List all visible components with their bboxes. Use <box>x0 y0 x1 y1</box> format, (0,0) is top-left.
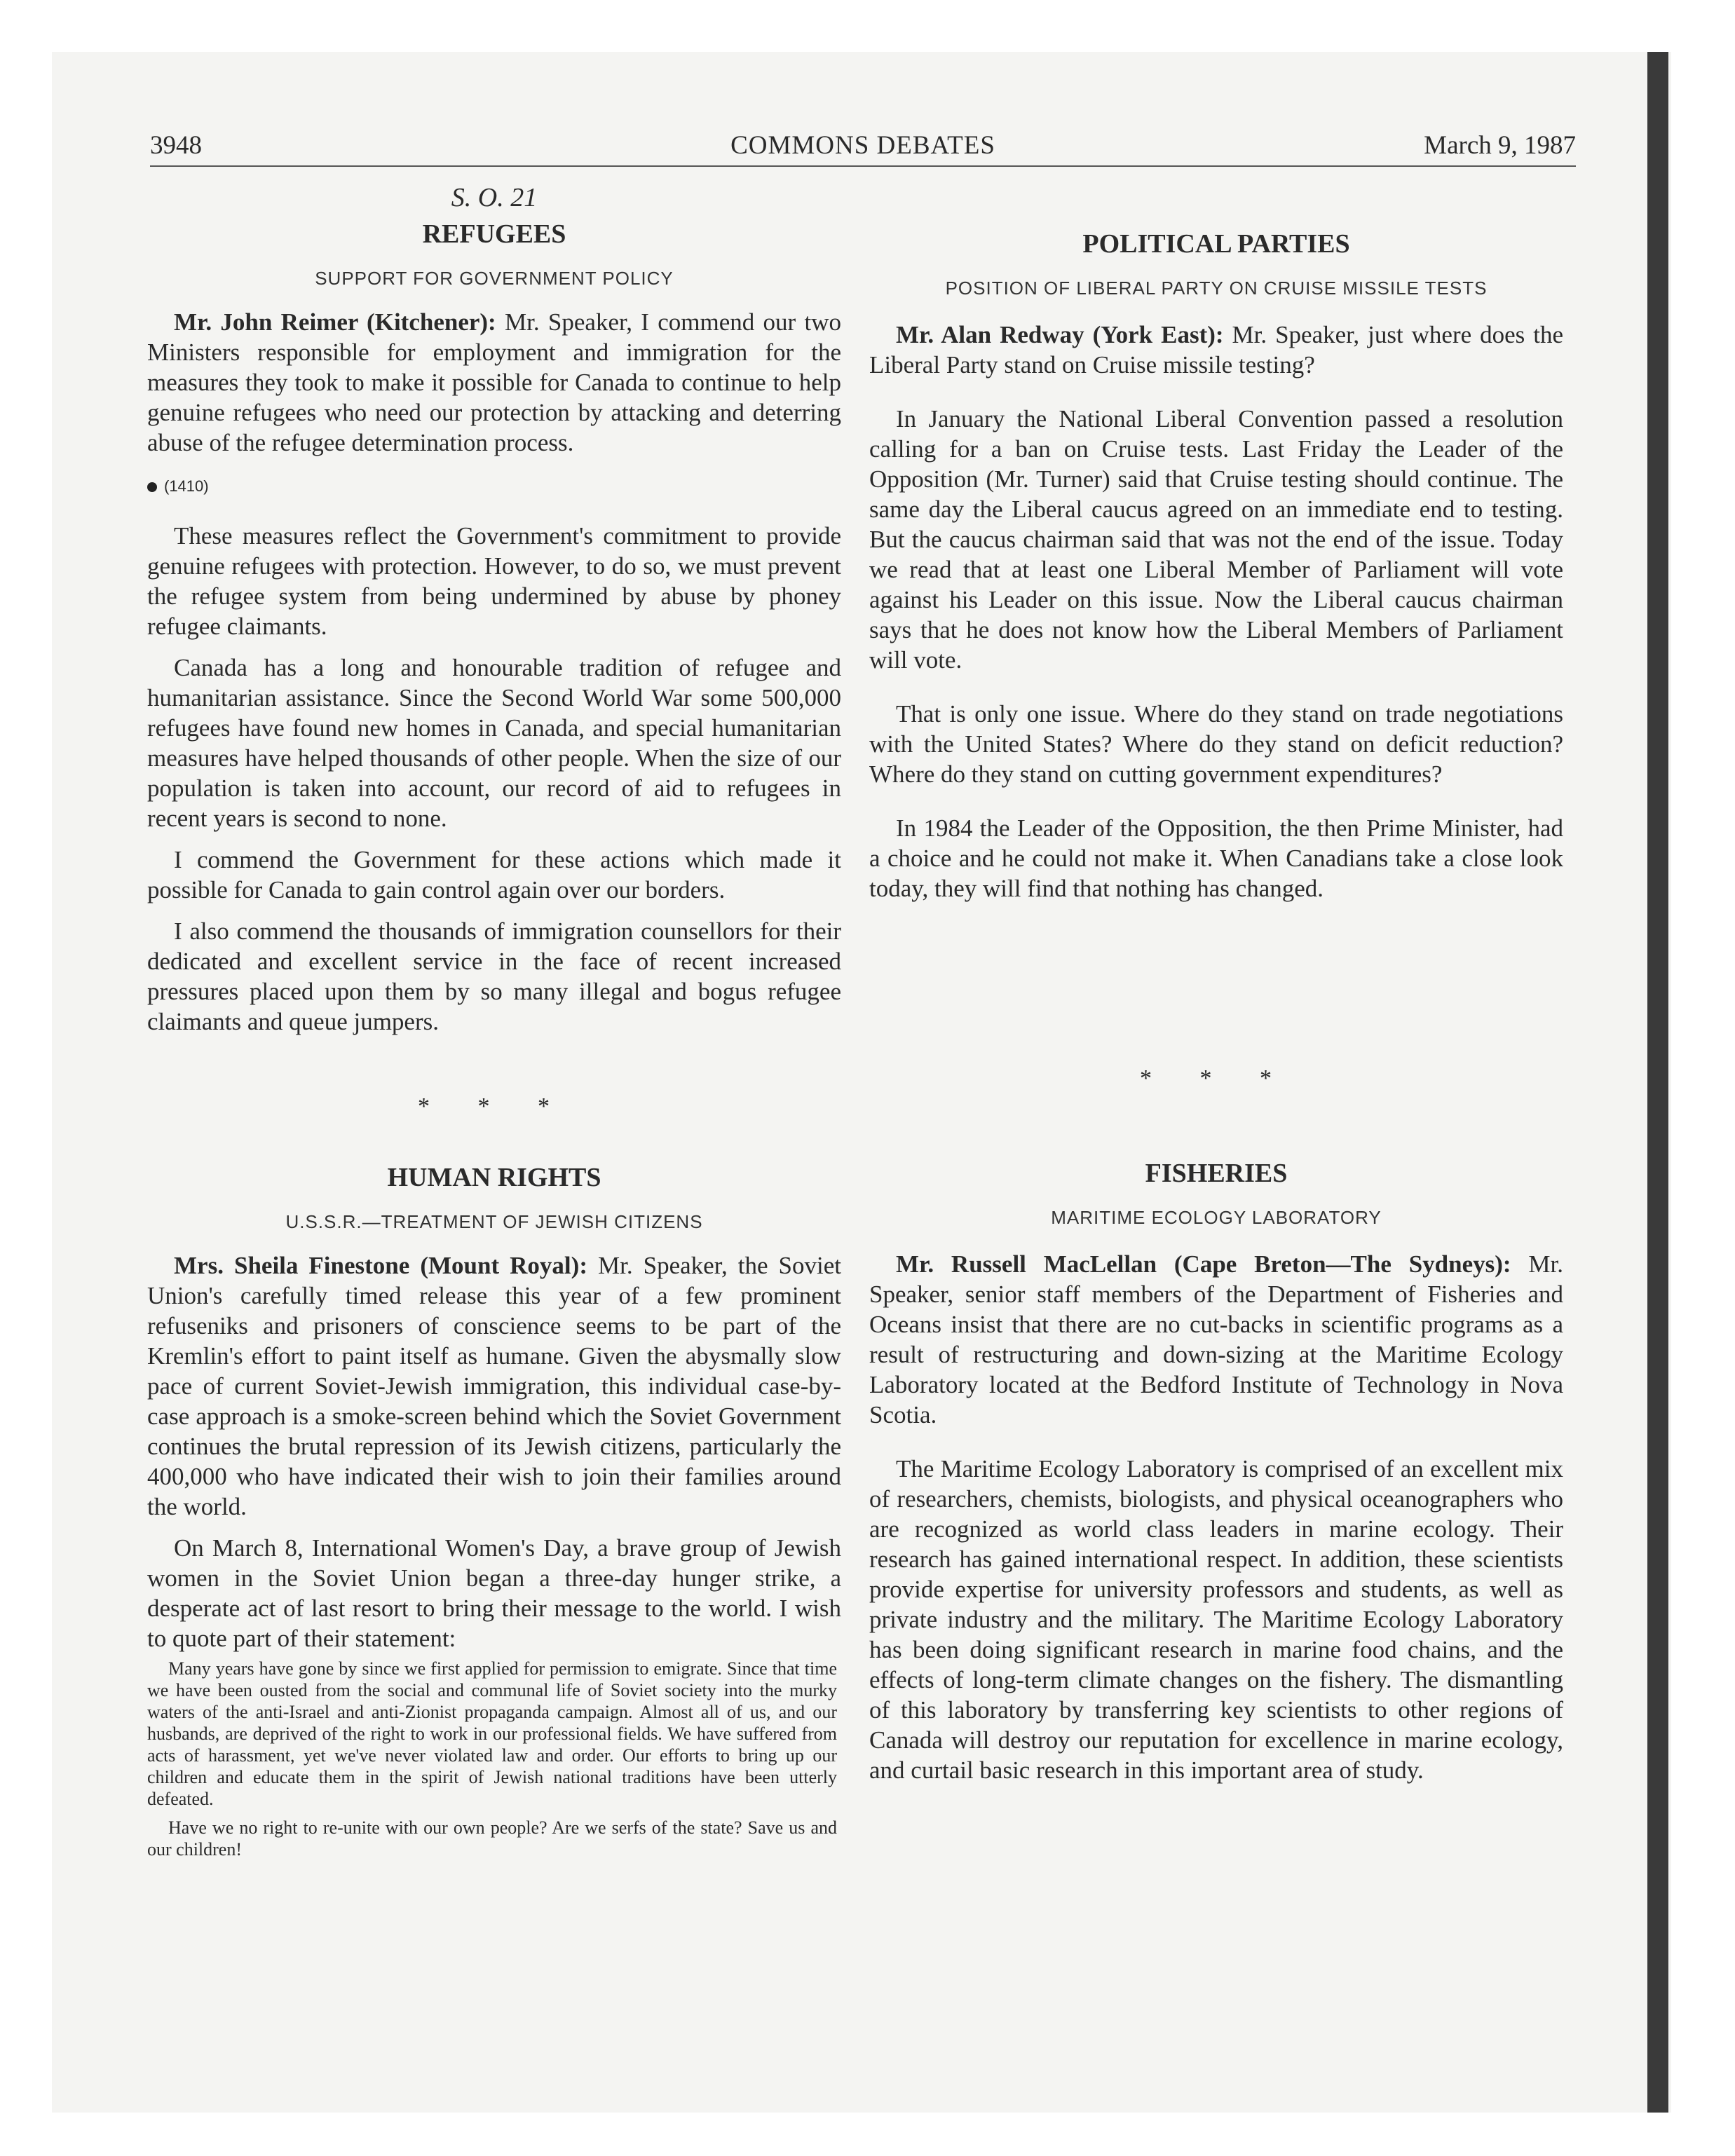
section-subheading: POSITION OF LIBERAL PARTY ON CRUISE MISSILE TESTS <box>945 278 1488 299</box>
speaker-name: Mr. Alan Redway (York East): <box>896 321 1224 348</box>
bullet-icon <box>147 482 157 492</box>
publication-title: COMMONS DEBATES <box>730 131 995 160</box>
time-marker: (1410) <box>147 476 841 497</box>
paragraph: In 1984 the Leader of the Opposition, the then Prime Minister, had a choice and he could not make it. When Canadians take a close look today, they will find that nothing has changed. <box>869 814 1563 902</box>
paragraph: Mr. Alan Redway (York East): Mr. Speaker, just where does the Liberal Party stand on Cruise missile testing? <box>869 321 1563 378</box>
paragraph: The Maritime Ecology Laboratory is comprised of an excellent mix of researchers, chemists, biologists, and physical oceanographers who are recognized as world class leaders in marine ecology. Their research has gained international respect. In addition, these scientists provide expertise for university professors and students, as well as private industry and the military. The Maritime Ecology Laboratory has been doing significant research in marine food chains, and the effects of long-term climate changes on the fishery. The dismantling of this laboratory by transferring key scientists to other regions of Canada will destroy our reputation for excellence in marine ecology, and curtail basic research in this important area of study. <box>869 1455 1563 1784</box>
section-political-parties <box>869 224 1563 903</box>
paragraph: Mr. John Reimer (Kitchener): Mr. Speaker, I commend our two Ministers responsible for employment and immigration for the measures they took to make it possible for Canada to continue to help genuine refugees who need our protection by attacking and deterring abuse of the refugee determination process. <box>147 308 842 456</box>
paragraph: These measures reflect the Government's commitment to provide genuine refugees with protection. However, to do so, we must prevent the refugee system from being undermined by abuse by phoney refugee claimants. <box>147 522 841 640</box>
paragraph: In January the National Liberal Convention passed a resolution calling for a ban on Cruise tests. Last Friday the Leader of the Opposition (Mr. Turner) said that Cruise testing should continue. The same day the Liberal caucus agreed on an immediate end to testing. But the caucus chairman said that was not the end of the issue. Today we read that at least one Liberal Member of Parliament will vote against his Leader on this issue. Now the Liberal caucus chairman says that he does not know how the Liberal Members of Parliament will vote. <box>869 405 1563 674</box>
section-human-rights <box>147 1158 841 1860</box>
paragraph: That is only one issue. Where do they stand on trade negotiations with the United States? Where do they stand on deficit reduction? Where do they stand on cutting government expenditures? <box>869 700 1563 788</box>
scan-edge <box>1647 52 1668 2113</box>
speaker-name: Mr. John Reimer (Kitchener): <box>174 308 496 336</box>
speaker-name: Mrs. Sheila Finestone (Mount Royal): <box>174 1252 587 1279</box>
paragraph: Mr. Russell MacLellan (Cape Breton—The Sydneys): Mr. Speaker, senior staff members of the Department of Fisheries and Oceans insist that there are no cut-backs in scientific programs as a result of restructuring and down-sizing at the Maritime Ecology Laboratory located at the Bedford Institute of Technology in Nova Scotia. <box>869 1250 1564 1428</box>
section-heading: POLITICAL PARTIES <box>1082 229 1350 259</box>
paragraph: Canada has a long and honourable tradition of refugee and humanitarian assistance. Since the Second World War some 500,000 refugees have found new homes in Canada, and special humanitarian measures have helped thousands of other people. When the size of our population is taken into account, our record of aid to refugees in recent years is second to none. <box>147 654 841 832</box>
section-heading: FISHERIES <box>1145 1159 1288 1188</box>
standing-order-label: S. O. 21 <box>451 183 538 212</box>
section-subheading: SUPPORT FOR GOVERNMENT POLICY <box>315 268 674 289</box>
quotation: Have we no right to re-unite with our own people? Are we serfs of the state? Save us and our children! <box>147 1817 837 1860</box>
page-header <box>150 130 1576 167</box>
paragraph: I commend the Government for these actions which made it possible for Canada to gain control again over our borders. <box>147 846 841 903</box>
section-separator: * * * <box>418 1093 571 1119</box>
section-subheading: MARITIME ECOLOGY LABORATORY <box>1051 1207 1382 1228</box>
section-separator: * * * <box>1140 1065 1293 1091</box>
section-refugees <box>147 181 841 1037</box>
publication-date: March 9, 1987 <box>1424 131 1576 160</box>
section-heading: REFUGEES <box>422 219 566 249</box>
section-fisheries <box>869 1154 1563 1785</box>
speaker-name: Mr. Russell MacLellan (Cape Breton—The Sydneys): <box>896 1250 1511 1278</box>
quotation: Many years have gone by since we first applied for permission to emigrate. Since that time we have been ousted from the social and communal life of Soviet society into the murky waters of the anti-Israel and anti-Zionist propaganda campaign. Almost all of us, and our husbands, are deprived of the right to work in our professional fields. We have suffered from acts of harassment, yet we've never violated law and order. Our efforts to bring up our children and educate them in the spirit of Jewish national traditions have been utterly defeated. <box>147 1658 837 1809</box>
paragraph: On March 8, International Women's Day, a brave group of Jewish women in the Soviet Union began a three-day hunger strike, a desperate act of last resort to bring their message to the world. I wish to quote part of their statement: <box>147 1534 841 1652</box>
paragraph: I also commend the thousands of immigration counsellors for their dedicated and excellent service in the face of recent increased pressures placed upon them by so many illegal and bogus refugee claimants and queue jumpers. <box>147 917 841 1035</box>
paragraph: Mrs. Sheila Finestone (Mount Royal): Mr. Speaker, the Soviet Union's carefully timed release this year of a few prominent refuseniks and prisoners of conscience seems to be part of the Kremlin's effort to paint itself as humane. Given the abysmally slow pace of current Soviet-Jewish immigration, this individual case-by-case approach is a smoke-screen behind which the Soviet Government continues the brutal repression of its Jewish citizens, particularly the 400,000 who have indicated their wish to join their families around the world. <box>147 1252 842 1520</box>
page-number: 3948 <box>150 131 202 160</box>
section-subheading: U.S.S.R.—TREATMENT OF JEWISH CITIZENS <box>285 1211 703 1232</box>
section-heading: HUMAN RIGHTS <box>387 1163 601 1192</box>
